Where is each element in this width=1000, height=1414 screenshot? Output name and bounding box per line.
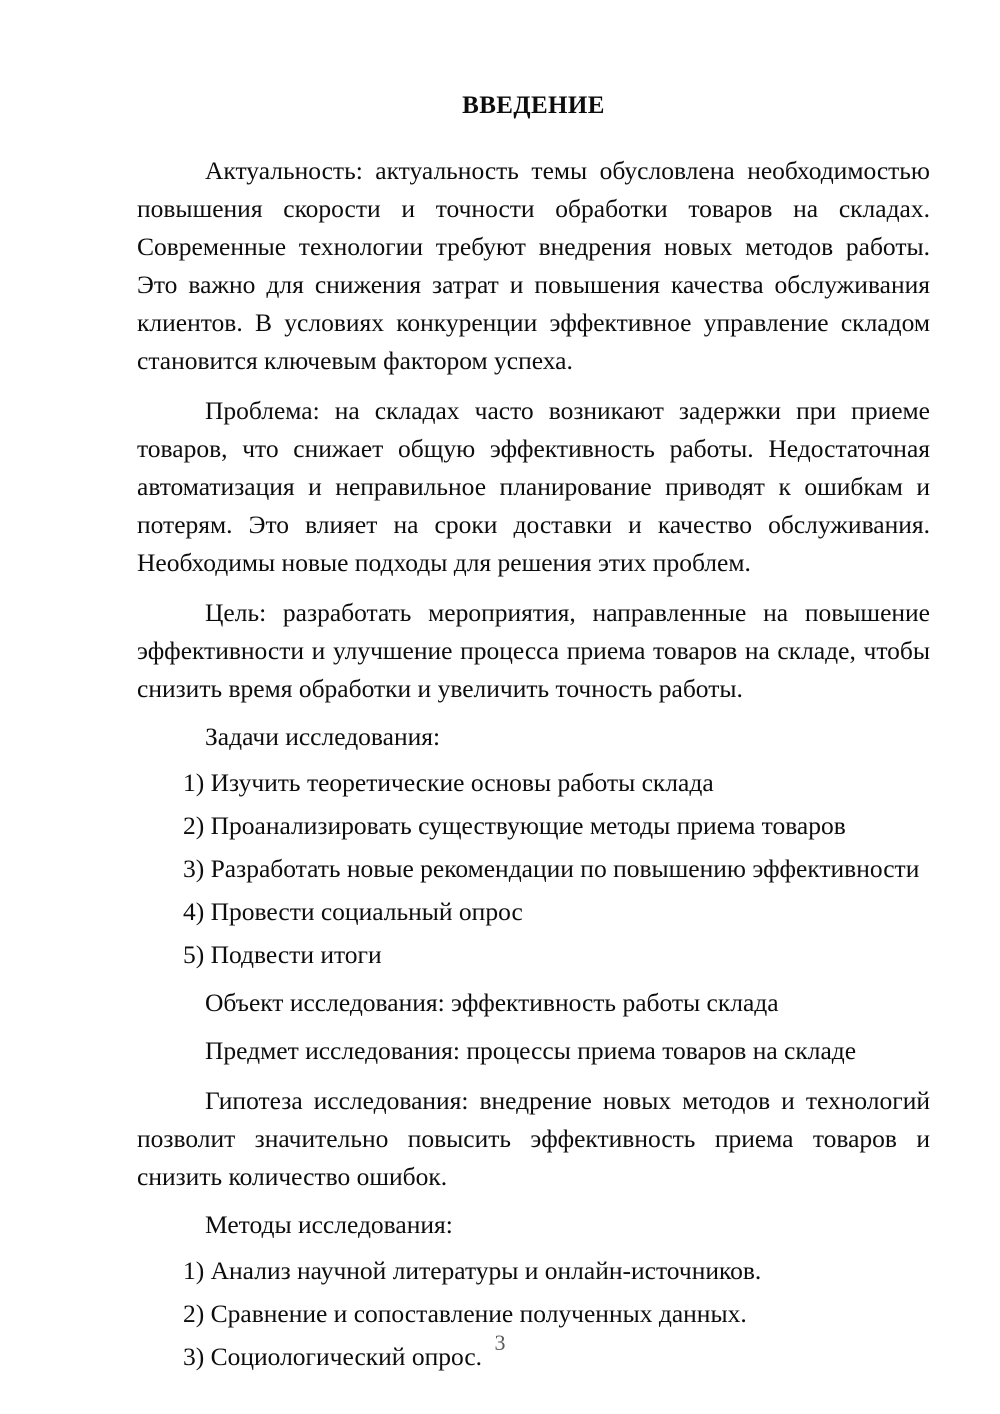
list-item: 1) Анализ научной литературы и онлайн-источников. — [183, 1256, 762, 1285]
list-item: 1) Изучить теоретические основы работы склада — [183, 768, 714, 797]
methods-heading: Методы исследования: — [205, 1210, 453, 1239]
list-item: 4) Провести социальный опрос — [183, 897, 523, 926]
tasks-list — [137, 764, 930, 974]
list-item: 5) Подвести итоги — [183, 940, 382, 969]
object-of-research: Объект исследования: эффективность работы склада — [205, 988, 779, 1017]
subject-of-research: Предмет исследования: процессы приема товаров на складе — [205, 1036, 857, 1065]
page-title: ВВЕДЕНИЕ — [462, 92, 605, 119]
paragraph-goal: Цель: разработать мероприятия, направленные на повышение эффективности и улучшение процесса приема товаров на складе, чтобы снизить время обработки и увеличить точность работы. — [137, 598, 930, 703]
document-body — [137, 0, 930, 1376]
tasks-heading: Задачи исследования: — [205, 722, 441, 751]
list-item: 3) Социологический опрос. — [183, 1342, 483, 1371]
list-item: 3) Разработать новые рекомендации по повышению эффективности — [183, 854, 920, 883]
methods-list — [137, 1252, 930, 1376]
paragraph-relevance: Актуальность: актуальность темы обусловлена необходимостью повышения скорости и точности обработки товаров на складах. Современные технологии требуют внедрения новых методов работы. Это важно для снижения затрат и повышения качества обслуживания клиентов. В условиях конкуренции эффективное управление складом становится ключевым фактором успеха. — [137, 156, 930, 375]
paragraph-hypothesis: Гипотеза исследования: внедрение новых методов и технологий позволит значительно повысить эффективность приема товаров и снизить количество ошибок. — [137, 1086, 930, 1191]
page-number: 3 — [494, 1330, 506, 1355]
list-item: 2) Сравнение и сопоставление полученных данных. — [183, 1299, 747, 1328]
list-item: 2) Проанализировать существующие методы приема товаров — [183, 811, 846, 840]
paragraph-problem: Проблема: на складах часто возникают задержки при приеме товаров, что снижает общую эффективность работы. Недостаточная автоматизация и неправильное планирование приводят к ошибкам и потерям. Это влияет на сроки доставки и качество обслуживания. Необходимы новые подходы для решения этих проблем. — [137, 396, 930, 577]
